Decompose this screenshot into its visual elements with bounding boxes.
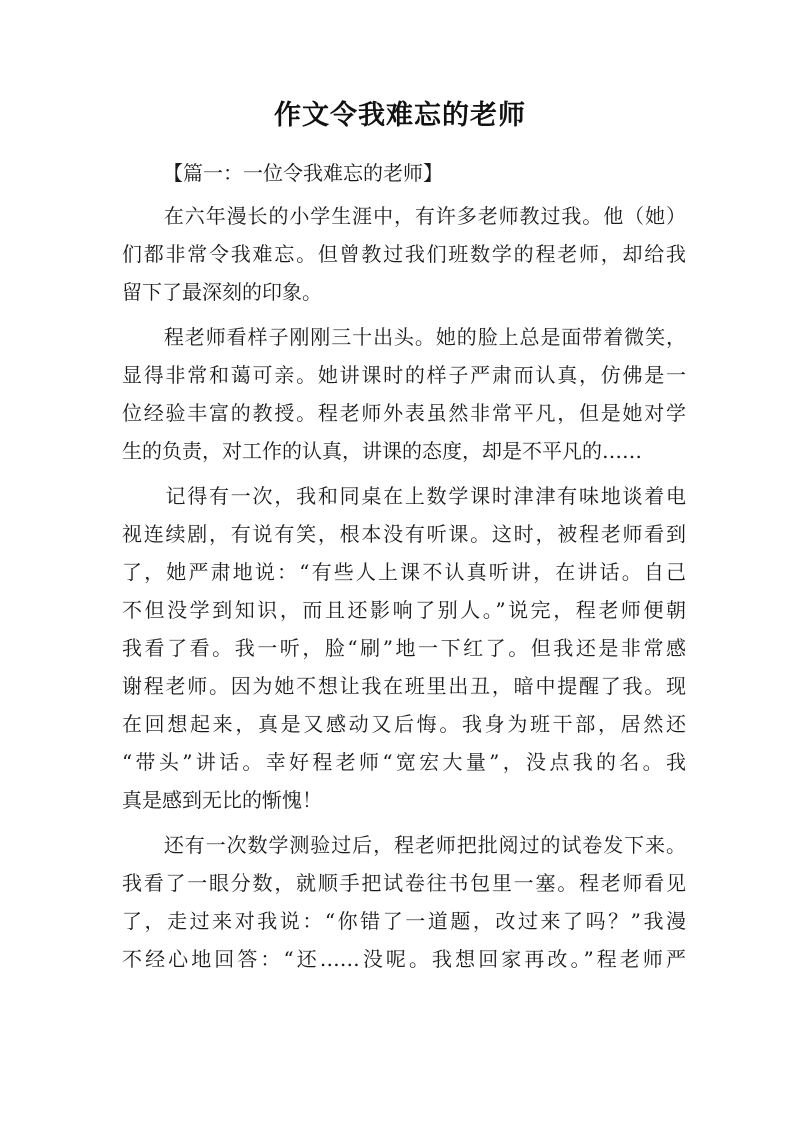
text-line: 我看了看。我一听，脸“刷”地一下红了。但我还是非常感: [122, 636, 686, 660]
text-line: 真是感到无比的惭愧！: [122, 788, 322, 812]
text-line: 我看了一眼分数，就顺手把试卷往书包里一塞。程老师看见: [122, 871, 686, 895]
text-line: 了，走过来对我说：“你错了一道题，改过来了吗？”我漫: [122, 909, 686, 933]
text-line: 显得非常和蔼可亲。她讲课时的样子严肃而认真，仿佛是一: [122, 363, 686, 387]
text-line: 不但没学到知识，而且还影响了别人。”说完，程老师便朝: [122, 598, 686, 622]
document-title: 作文令我难忘的老师: [274, 100, 526, 131]
text-line: 视连续剧，有说有笑，根本没有听课。这时，被程老师看到: [122, 522, 686, 546]
text-line: 在回想起来，真是又感动又后悔。我身为班干部，居然还: [122, 712, 686, 736]
text-line: 还有一次数学测验过后，程老师把批阅过的试卷发下来。: [122, 833, 686, 857]
text-line: 程老师看样子刚刚三十出头。她的脸上总是面带着微笑，: [122, 325, 686, 349]
paragraph: [122, 826, 686, 978]
text-line: 不经心地回答：“还……没呢。我想回家再改。”程老师严: [122, 947, 686, 971]
text-line: “带头”讲话。幸好程老师“宽宏大量”，没点我的名。我: [122, 750, 686, 774]
text-line: 生的负责，对工作的认真，讲课的态度，却是不平凡的……: [122, 439, 642, 463]
paragraph: [122, 318, 686, 470]
text-line: 谢程老师。因为她不想让我在班里出丑，暗中提醒了我。现: [122, 674, 686, 698]
text-line: 记得有一次，我和同桌在上数学课时津津有味地谈着电: [122, 484, 686, 508]
text-line: 们都非常令我难忘。但曾教过我们班数学的程老师，却给我: [122, 242, 686, 266]
text-line: 留下了最深刻的印象。: [122, 280, 322, 304]
paragraph: [122, 477, 686, 819]
text-line: 在六年漫长的小学生涯中，有许多老师教过我。他（她）: [122, 204, 686, 228]
section-heading: 【篇一：一位令我难忘的老师】: [163, 161, 443, 185]
paragraph: [122, 197, 686, 311]
text-line: 位经验丰富的教授。程老师外表虽然非常平凡，但是她对学: [122, 401, 686, 425]
essay-body: [122, 197, 686, 985]
text-line: 了，她严肃地说：“有些人上课不认真听讲，在讲话。自己: [122, 560, 686, 584]
